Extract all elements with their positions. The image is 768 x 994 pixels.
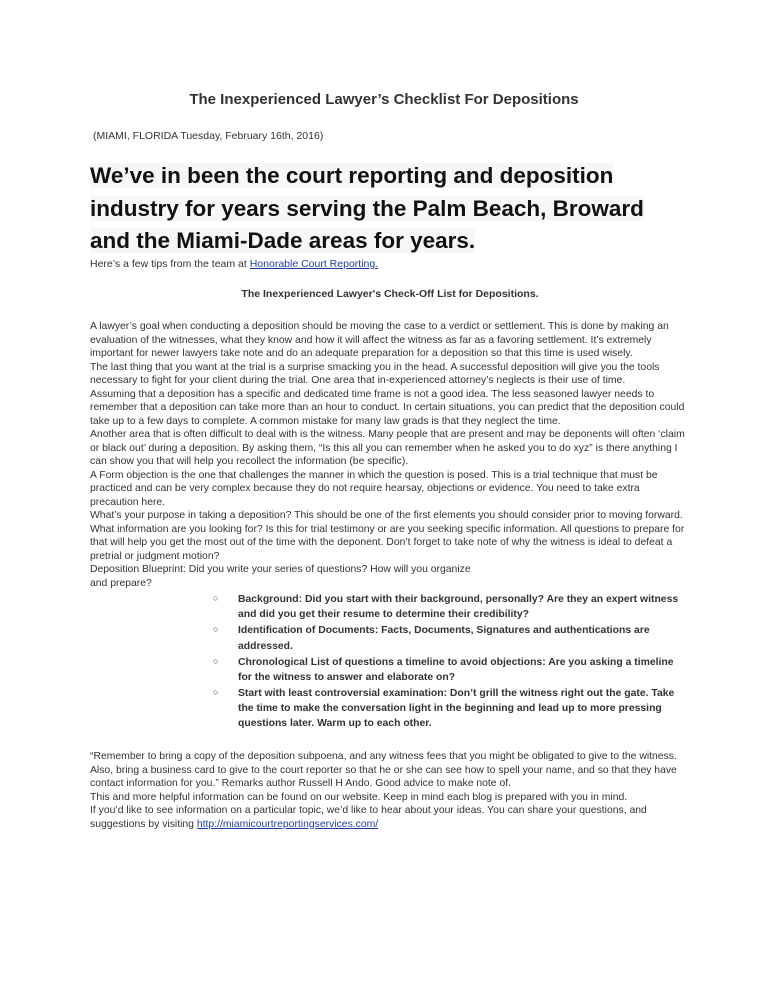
bullet-circle-icon: ○ (213, 655, 219, 666)
list-item (213, 655, 690, 685)
list-item-text: Start with least controversial examination: Don’t grill the witness right out the gate. Take the time to make the conversation light in the beginning and lead up to more pressing questions later. Warm up to each other. (238, 687, 675, 729)
paragraph: The last thing that you want at the trial is a surprise smacking you in the head. A successful deposition will give you the tools necessary to fight for your client during the trial. One area that in-experienced attorney’s neglects is their use of time. (90, 361, 660, 387)
headline (90, 160, 690, 258)
quote-paragraph: “Remember to bring a copy of the deposition subpoena, and any witness fees that you might be obligated to give to the witness. Also, bring a business card to give to the court reporter so that he or she can see how to spell your name, and so that they have contact information for you.” Remarks author Russell H Ando. Good advice to make note of. (90, 751, 677, 790)
bullet-circle-icon: ○ (213, 686, 219, 697)
list-item (213, 623, 690, 653)
dateline: (MIAMI, FLORIDA Tuesday, February 16th, 2016) (93, 130, 324, 142)
paragraph: Deposition Blueprint: Did you write your series of questions? How will you organize and prepare? (90, 564, 471, 589)
tips-prefix: Here’s a few tips from the team at (90, 258, 250, 270)
list-item (213, 592, 690, 622)
paragraph: A Form objection is the one that challenges the manner in which the question is posed. This is a trial technique that must be practiced and can be very complex because they do not require hearsay, objections or evidence. You need to take extra precaution here. (90, 469, 658, 508)
checklist (90, 592, 690, 731)
closing-paragraph (90, 804, 690, 831)
closing-paragraph: This and more helpful information can be found on our website. Keep in mind each blog is prepared with you in mind. (90, 791, 628, 803)
list-item-text: Identification of Documents: Facts, Documents, Signatures and authentications are addressed. (238, 625, 650, 652)
bullet-circle-icon: ○ (213, 624, 219, 635)
page-title: The Inexperienced Lawyer’s Checklist For Depositions (189, 91, 579, 108)
paragraph: A lawyer’s goal when conducting a deposition should be moving the case to a verdict or settlement. This is done by making an evaluation of the witnesses, what they know and how it will affect the witness as far as a favoring settlement. It’s extremely important for newer lawyers take note and do an adequate preparation for a deposition so that this time is used wisely. (90, 321, 669, 360)
article-body (90, 320, 690, 831)
paragraph: Assuming that a deposition has a specific and dedicated time frame is not a good idea. The less seasoned lawyer needs to remember that a deposition can take more than an hour to conduct. In certain situations, you can predict that the deposition could take up to a few days to complete. A common mistake for many law grads is that they neglect the time. (90, 388, 685, 427)
headline-text: We’ve in been the court reporting and deposition industry for years serving the Palm Beach, Broward and the Miami-Dade areas for years. (90, 163, 644, 254)
honorable-court-reporting-link[interactable]: Honorable Court Reporting. (249, 258, 379, 270)
bullet-circle-icon: ○ (213, 593, 219, 604)
paragraph: What’s your purpose in taking a deposition? This should be one of the first elements you should consider prior to moving forward. What information are you looking for? Is this for trial testimony or are you seeking specific information. All questions to prepare for that will help you get the most out of the time with the deponent. Don’t forget to take note of why the witness is ideal to defeat a pretrial or judgment motion? (90, 510, 685, 562)
tips-line (90, 258, 378, 270)
website-link[interactable]: http://miamicourtreportingservices.com/ (196, 818, 379, 830)
closing-text: If you’d like to see information on a particular topic, we’d like to hear about your ideas. You can share your questions, and suggestions by visiting (90, 805, 647, 830)
list-item (213, 686, 690, 731)
list-item-text: Chronological List of questions a timeline to avoid objections: Are you asking a timeline for the witness to answer and elaborate on? (238, 656, 674, 683)
paragraph: Another area that is often difficult to deal with is the witness. Many people that are present and may be deponents will often ‘claim or black out’ during a deposition. By asking them, “Is this all you can remember when he asked you to do xyz” is there anything I can show you that will help you recollect the information (be specific). (90, 429, 685, 468)
list-item-text: Background: Did you start with their background, personally? Are they an expert witness and did you get their resume to determine their credibility? (238, 594, 679, 621)
subtitle: The Inexperienced Lawyer's Check-Off List for Depositions. (241, 288, 539, 300)
